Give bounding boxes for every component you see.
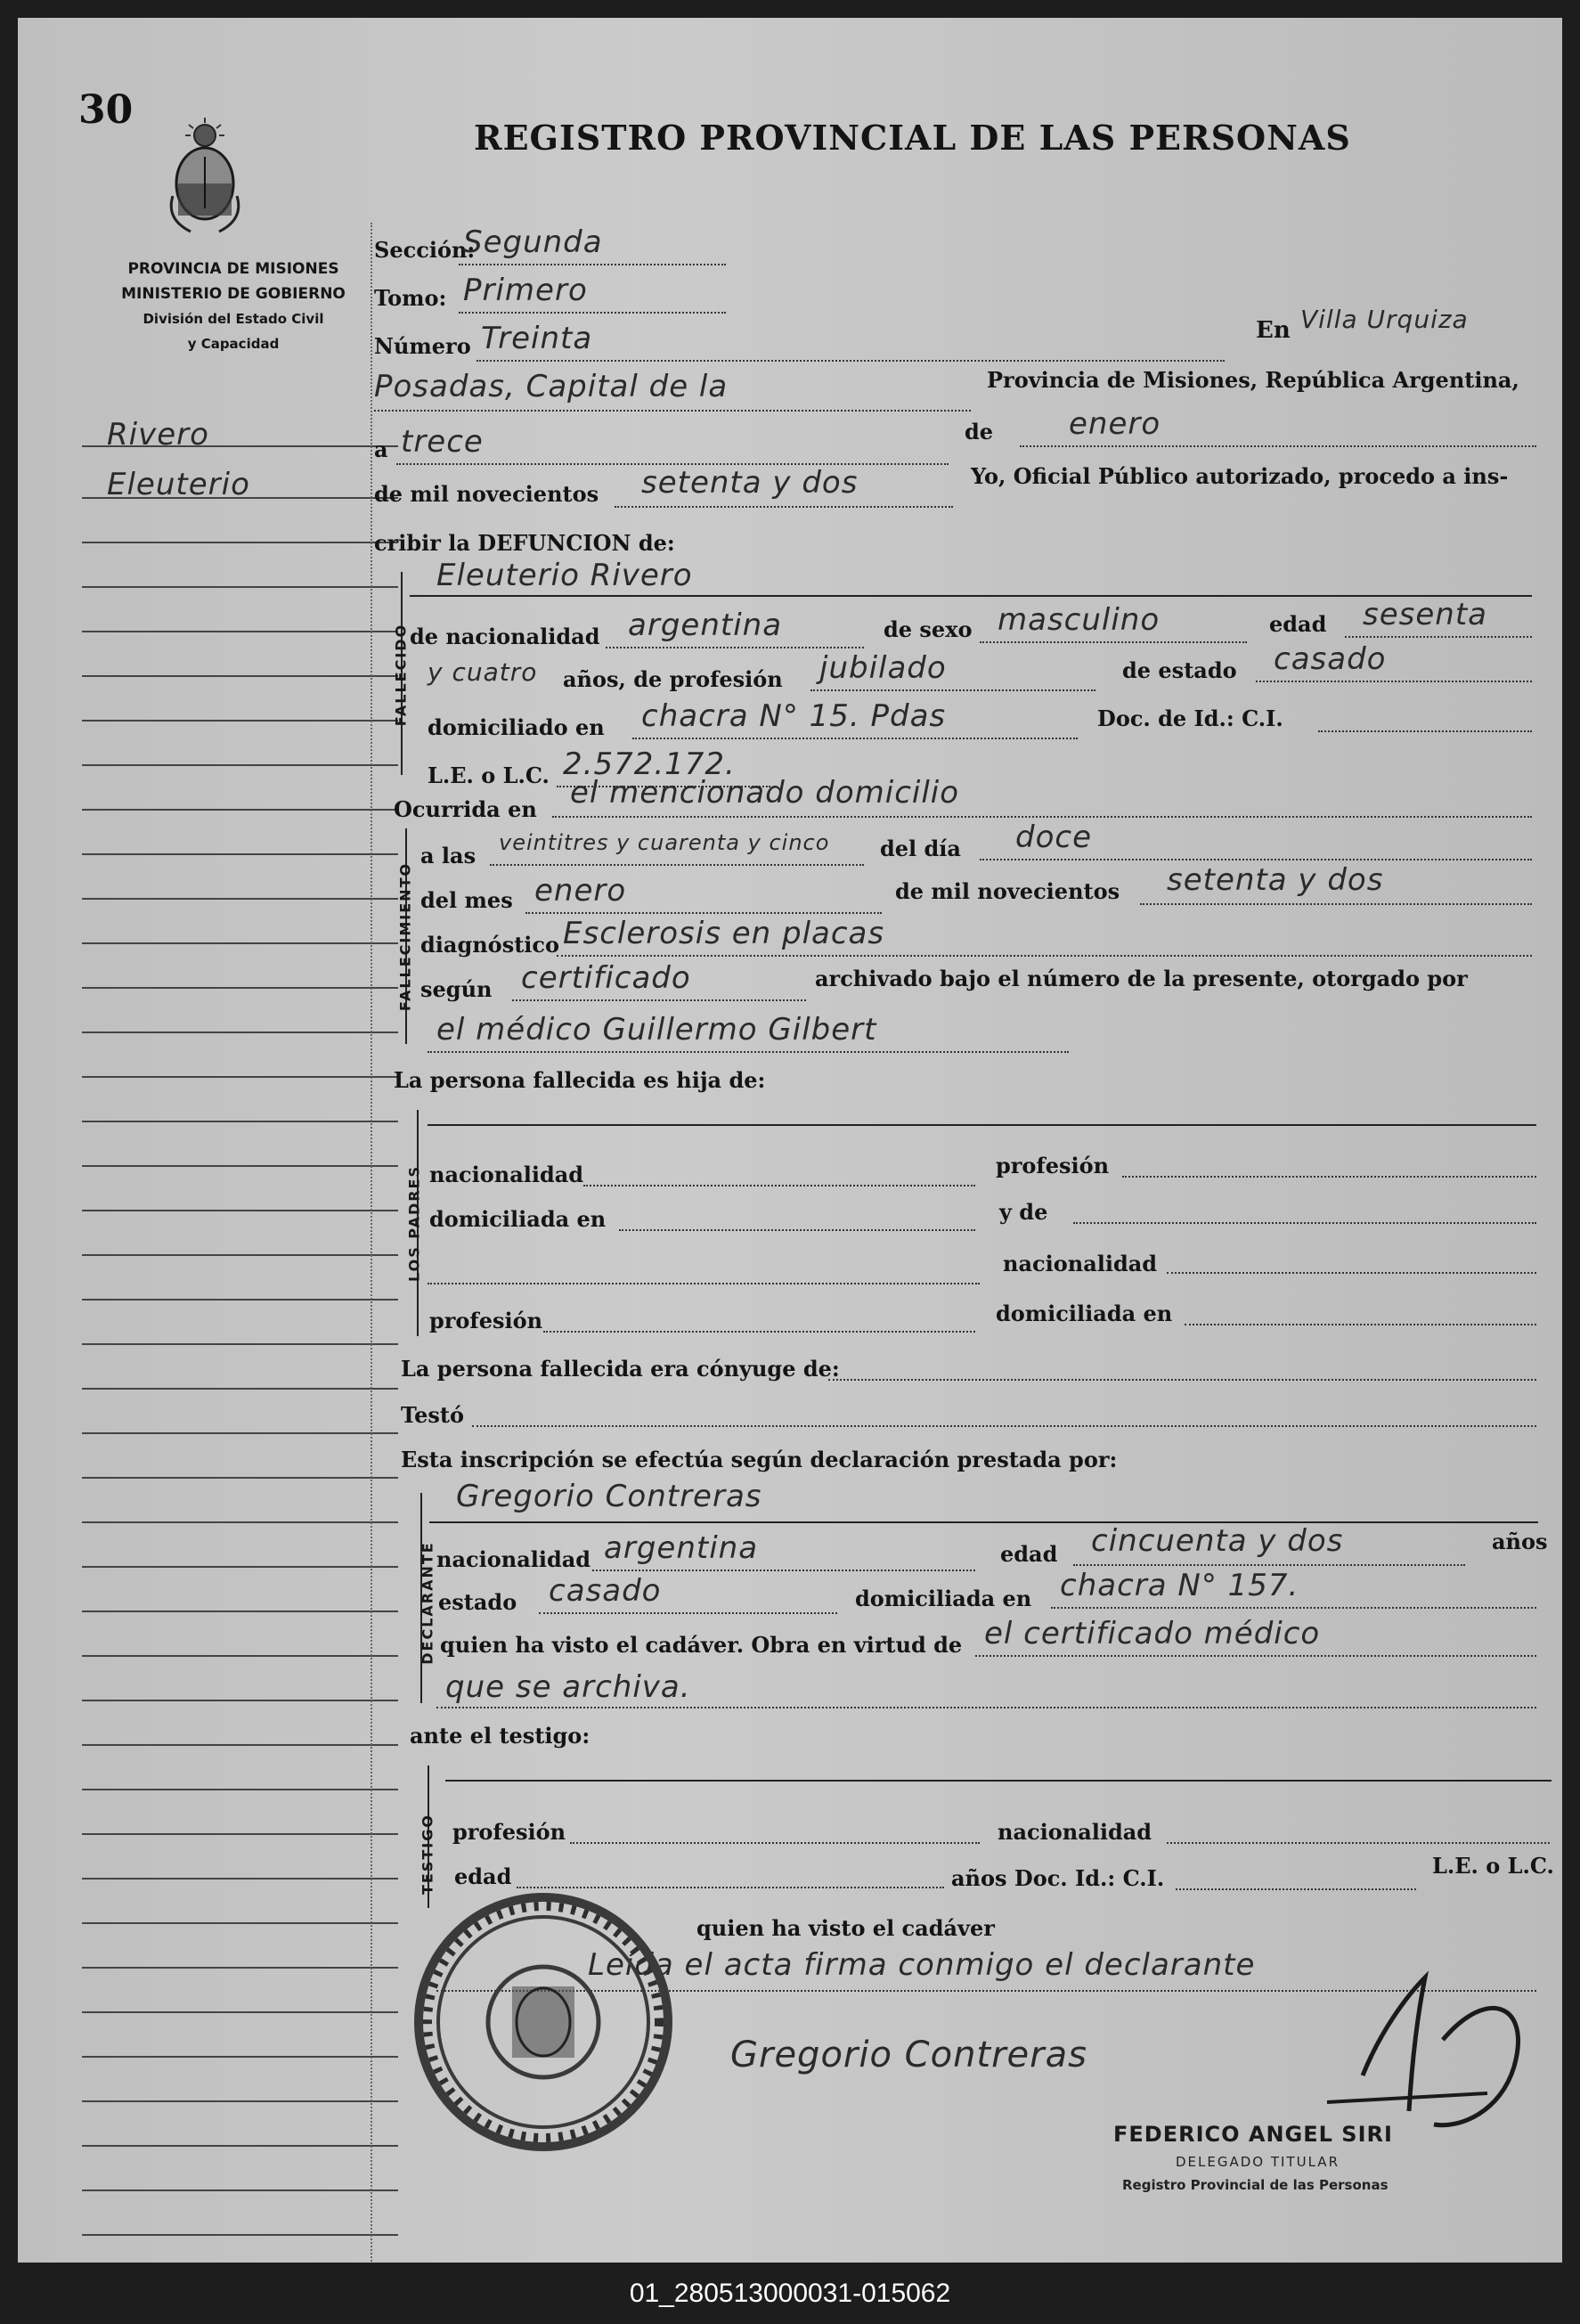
conyuge-label: La persona fallecida era cónyuge de:	[401, 1356, 840, 1382]
testigo-intro: ante el testigo:	[410, 1723, 590, 1749]
footer-image-id: 01_280513000031-015062	[629, 2279, 951, 2308]
tomo-label: Tomo:	[374, 285, 447, 311]
declarante-obra-value2: que se archiva.	[445, 1669, 691, 1705]
fallecido-name: Eleuterio Rivero	[436, 558, 693, 593]
official-role: DELEGADO TITULAR	[1176, 2154, 1340, 2170]
declarante-nac-value: argentina	[604, 1530, 759, 1566]
declarante-dom-value: chacra N° 157.	[1060, 1568, 1299, 1603]
padres-prof2-label: profesión	[429, 1308, 543, 1333]
testigo-le-label: L.E. o L.C.	[1432, 1853, 1554, 1879]
coat-of-arms-icon	[162, 116, 248, 239]
page-number: 30	[78, 87, 134, 133]
padres-dom2-label: domiciliada en	[996, 1301, 1173, 1326]
fallecido-doc-label: Doc. de Id.: C.I.	[1097, 705, 1283, 731]
fallecido-prof-label: años, de profesión	[563, 666, 783, 692]
archivado-text: archivado bajo el número de la presente, otorgado por	[815, 966, 1468, 991]
testigo-edad-label: edad	[454, 1863, 512, 1889]
cribir-text: cribir la DEFUNCION de:	[374, 530, 675, 556]
page-title: REGISTRO PROVINCIAL DE LAS PERSONAS	[474, 118, 1351, 158]
numero-label: Número	[374, 333, 471, 359]
delmes-label: del mes	[420, 887, 513, 913]
fallecido-sexo-label: de sexo	[884, 616, 973, 642]
fallecimiento-label: FALLECIMIENTO	[396, 861, 414, 1012]
en-value: Villa Urquiza	[1300, 305, 1469, 334]
segun-value: certificado	[521, 960, 691, 996]
fallecido-estado-label: de estado	[1122, 657, 1237, 683]
fallecido-estado-value: casado	[1274, 641, 1387, 677]
declarante-edad-value: cincuenta y dos	[1091, 1523, 1344, 1559]
testigo-prof-label: profesión	[452, 1819, 566, 1845]
agency-capacity: y Capacidad	[187, 336, 280, 352]
fallecido-nac-value: argentina	[628, 608, 783, 643]
declarante-obra-value: el certificado médico	[984, 1616, 1321, 1651]
declarante-nac-label: nacionalidad	[436, 1546, 591, 1572]
padres-nac-label: nacionalidad	[429, 1162, 584, 1187]
declarante-anios-label: años	[1492, 1529, 1548, 1554]
margin-divider	[371, 223, 372, 2271]
padres-dom-label: domiciliada en	[429, 1206, 607, 1232]
closing-text: Leída el acta firma conmigo el declarante	[588, 1947, 1256, 1983]
fallecido-label: FALLECIDO	[392, 623, 410, 727]
official-seal	[410, 1888, 677, 2156]
declarante-label: DECLARANTE	[419, 1541, 436, 1665]
fallecido-nac-label: de nacionalidad	[410, 624, 600, 649]
padres-prof-label: profesión	[996, 1153, 1110, 1178]
ocurrida-value: el mencionado domicilio	[570, 775, 960, 811]
official-name: FEDERICO ANGEL SIRI	[1113, 2122, 1393, 2147]
segun-label: según	[420, 976, 493, 1002]
testo-label: Testó	[401, 1402, 464, 1428]
agency-province: PROVINCIA DE MISIONES	[127, 260, 339, 278]
padres-label: LOS PADRES	[405, 1165, 423, 1283]
provincia-text: Provincia de Misiones, República Argentina,	[987, 367, 1519, 393]
declarante-edad-label: edad	[1000, 1541, 1058, 1567]
fallecido-edad-label: edad	[1269, 611, 1327, 637]
testigo-quien-text: quien ha visto el cadáver	[696, 1915, 995, 1941]
numero-value: Treinta	[481, 321, 593, 356]
diag-value: Esclerosis en placas	[563, 916, 885, 951]
alas-label: a las	[420, 843, 476, 868]
official-office: Registro Provincial de las Personas	[1122, 2177, 1389, 2193]
declaracion-label: Esta inscripción se efectúa según declaración prestada por:	[401, 1447, 1118, 1472]
deldia-label: del día	[880, 836, 961, 861]
fallecimiento-mil-label: de mil novecientos	[895, 878, 1120, 904]
diag-label: diagnóstico	[420, 932, 560, 958]
padres-intro: La persona fallecida es hija de:	[394, 1067, 766, 1093]
declarante-name: Gregorio Contreras	[456, 1479, 762, 1514]
agency-ministry: MINISTERIO DE GOBIERNO	[121, 285, 346, 303]
a-label: a	[374, 436, 388, 462]
fallecimiento-mes-value: enero	[534, 873, 627, 909]
de-label: de	[965, 419, 994, 444]
padres-yde-label: y de	[999, 1199, 1048, 1225]
oficial-text: Yo, Oficial Público autorizado, procedo a ins-	[971, 463, 1509, 489]
margin-given-name: Eleuterio	[107, 467, 250, 502]
testigo-doc-label: años Doc. Id.: C.I.	[951, 1865, 1165, 1891]
a-value: trece	[401, 424, 484, 460]
mes-value: enero	[1069, 406, 1161, 442]
fallecido-sexo-value: masculino	[998, 602, 1161, 638]
testigo-label: TESTIGO	[419, 1814, 436, 1895]
seccion-label: Sección:	[374, 237, 476, 263]
location-value: Posadas, Capital de la	[374, 369, 729, 404]
dia-value: doce	[1015, 820, 1092, 855]
declarante-estado-label: estado	[438, 1589, 517, 1615]
fallecido-le-value: 2.572.172.	[563, 746, 736, 782]
tomo-value: Primero	[463, 273, 588, 308]
register-page	[18, 18, 1562, 2263]
declarante-estado-value: casado	[549, 1573, 662, 1609]
padres-nac2-label: nacionalidad	[1003, 1251, 1158, 1276]
agency-division: División del Estado Civil	[143, 311, 324, 327]
anio-value: setenta y dos	[641, 465, 859, 501]
fallecido-edad-value1: sesenta	[1363, 597, 1487, 632]
margin-surname: Rivero	[107, 417, 209, 453]
fallecido-dom-label: domiciliado en	[428, 714, 605, 740]
testigo-nac-label: nacionalidad	[998, 1819, 1152, 1845]
fallecimiento-anio-value: setenta y dos	[1167, 862, 1384, 898]
medico-value: el médico Guillermo Gilbert	[436, 1012, 877, 1048]
fallecido-dom-value: chacra N° 15. Pdas	[641, 698, 947, 734]
mil-label: de mil novecientos	[374, 481, 599, 507]
en-label: En	[1256, 317, 1291, 344]
fallecido-le-label: L.E. o L.C.	[428, 762, 550, 788]
ocurrida-label: Ocurrida en	[394, 796, 537, 822]
alas-value: veintitres y cuarenta y cinco	[499, 830, 830, 855]
official-signature-icon	[1309, 1969, 1541, 2147]
fallecido-prof-value: jubilado	[819, 650, 947, 686]
declarante-quien-text: quien ha visto el cadáver. Obra en virtud de	[440, 1632, 963, 1658]
seccion-value: Segunda	[463, 224, 603, 260]
declarante-signature: Gregorio Contreras	[730, 2035, 1087, 2075]
declarante-dom-label: domiciliada en	[855, 1586, 1032, 1611]
fallecido-edad-value2: y cuatro	[428, 657, 538, 687]
